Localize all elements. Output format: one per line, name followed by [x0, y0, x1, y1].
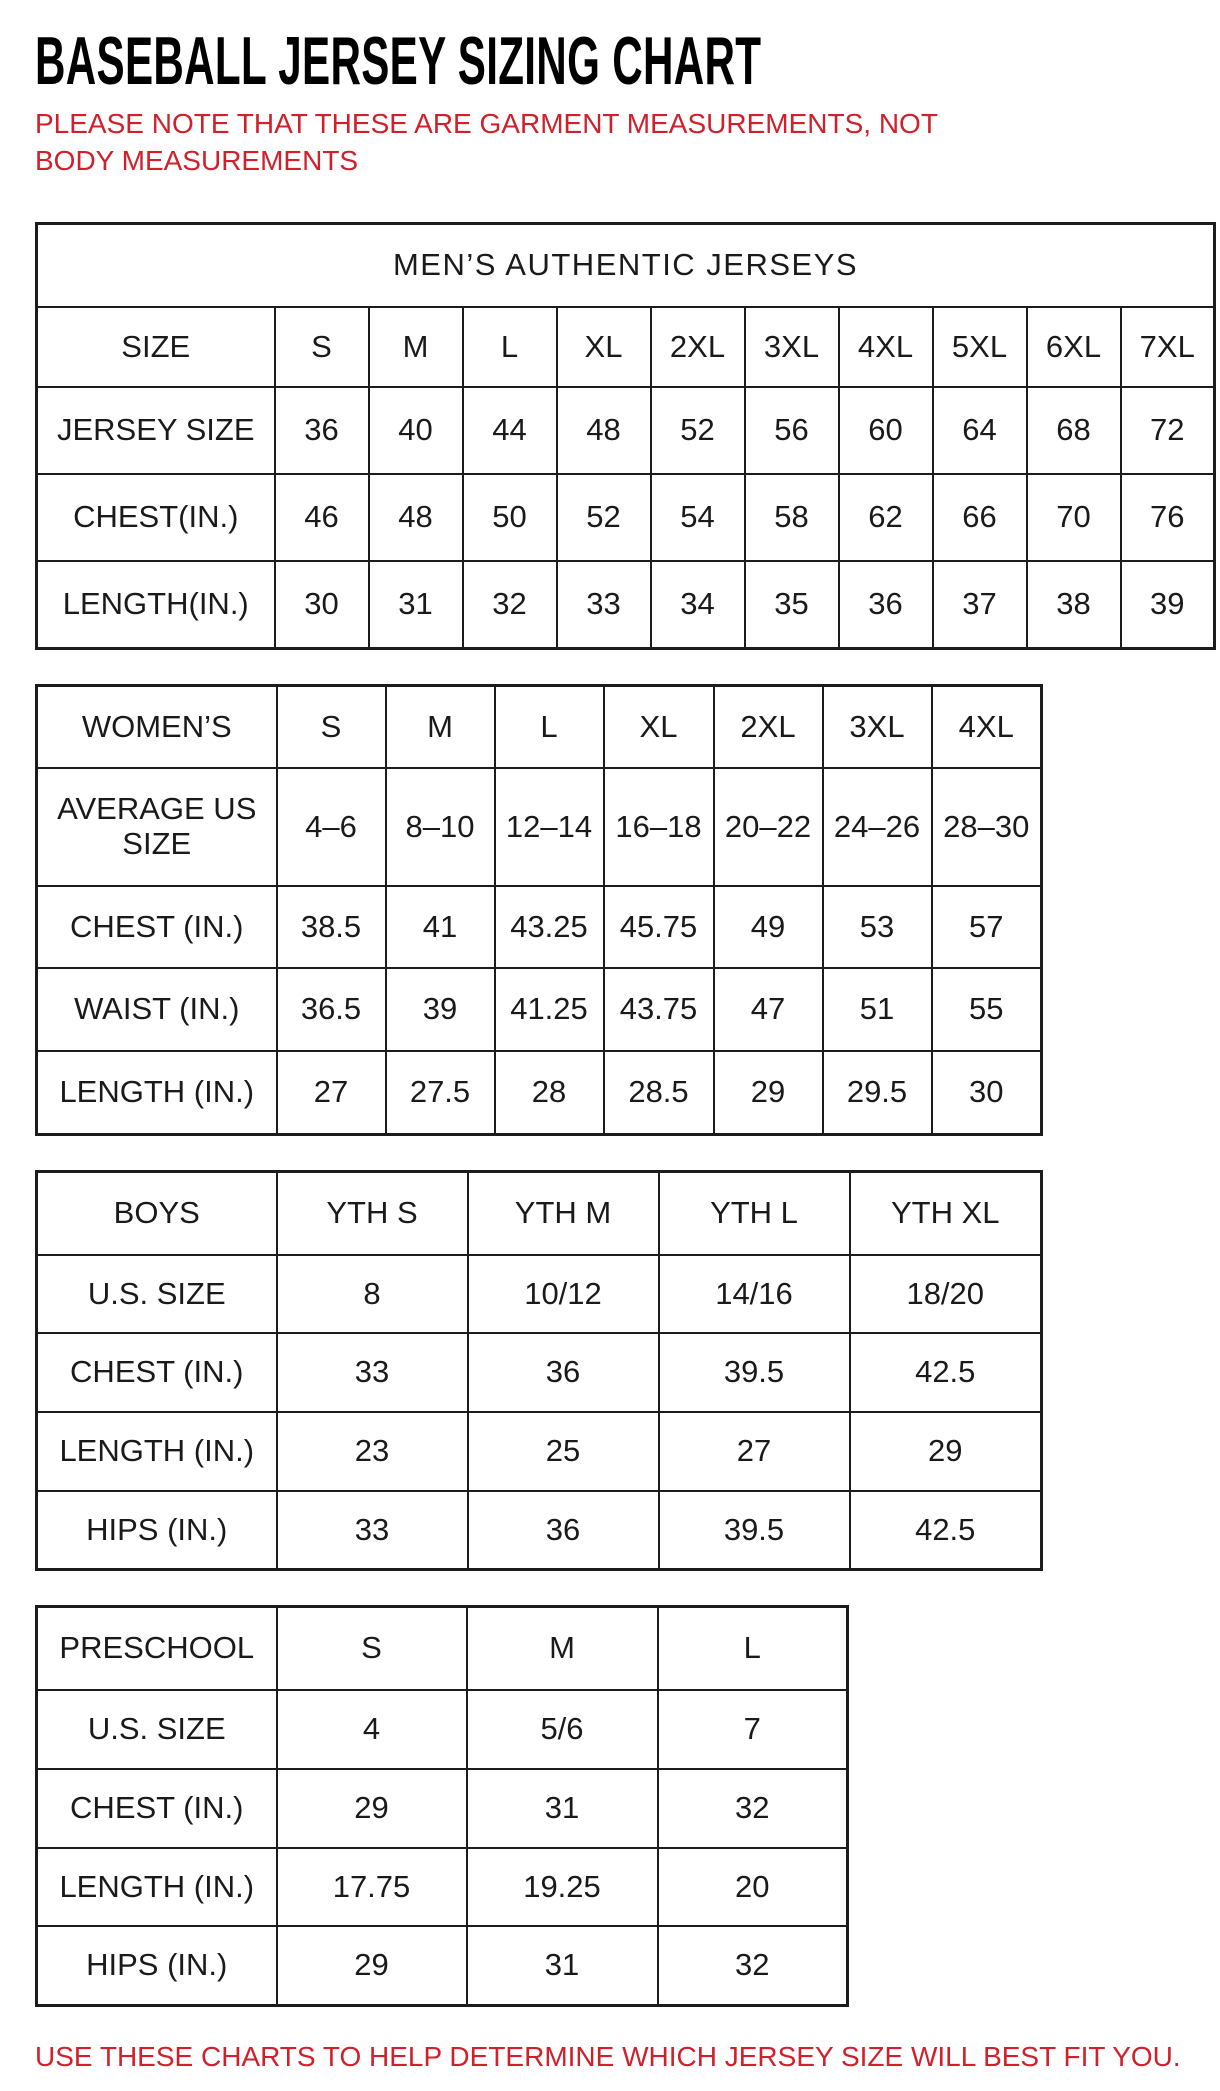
womens-header-row: [37, 685, 1042, 768]
value-cell: 44: [463, 387, 557, 474]
value-cell: 58: [745, 474, 839, 561]
row-label-cell: JERSEY SIZE: [37, 387, 275, 474]
row-label-cell: CHEST (IN.): [37, 1769, 277, 1848]
preschool-chest-row: [37, 1769, 848, 1848]
preschool-table: [35, 1605, 849, 2007]
value-cell: 49: [714, 886, 823, 969]
value-cell: 17.75: [277, 1848, 467, 1927]
value-cell: 57: [932, 886, 1042, 969]
row-label-cell: U.S. SIZE: [37, 1255, 277, 1334]
value-cell: 76: [1121, 474, 1215, 561]
garment-note-text: PLEASE NOTE THAT THESE ARE GARMENT MEASUREMENTS, NOT BODY MEASUREMENTS: [35, 108, 938, 176]
value-cell: 32: [658, 1926, 848, 2005]
size-header-cell: 6XL: [1027, 307, 1121, 388]
size-header-cell: YTH S: [277, 1171, 468, 1254]
value-cell: 36.5: [277, 968, 386, 1051]
value-cell: 55: [932, 968, 1042, 1051]
size-header-cell: L: [495, 685, 604, 768]
footer-note-text: USE THESE CHARTS TO HELP DETERMINE WHICH JERSEY SIZE WILL BEST FIT YOU.: [35, 2041, 1181, 2072]
size-header-cell: XL: [604, 685, 714, 768]
size-header-cell: YTH M: [468, 1171, 659, 1254]
size-header-cell: L: [658, 1607, 848, 1690]
value-cell: 27.5: [386, 1051, 495, 1134]
value-cell: 42.5: [850, 1491, 1042, 1570]
row-label-cell: CHEST(IN.): [37, 474, 275, 561]
value-cell: 32: [658, 1769, 848, 1848]
value-cell: 41.25: [495, 968, 604, 1051]
boys-header-row: [37, 1171, 1042, 1254]
row-label-cell: LENGTH (IN.): [37, 1051, 277, 1134]
size-header-cell: 4XL: [839, 307, 933, 388]
value-cell: 43.75: [604, 968, 714, 1051]
boys-length-row: [37, 1412, 1042, 1491]
value-cell: 36: [468, 1491, 659, 1570]
row-label-cell: HIPS (IN.): [37, 1491, 277, 1570]
table-title-cell: BOYS: [37, 1171, 277, 1254]
womens-us-size-row: [37, 768, 1042, 885]
size-header-cell: S: [277, 1607, 467, 1690]
value-cell: 36: [275, 387, 369, 474]
value-cell: 4: [277, 1690, 467, 1769]
table-title-cell: PRESCHOOL: [37, 1607, 277, 1690]
row-label-cell: SIZE: [37, 307, 275, 388]
value-cell: 42.5: [850, 1333, 1042, 1412]
value-cell: 24–26: [823, 768, 932, 885]
value-cell: 53: [823, 886, 932, 969]
size-header-cell: 2XL: [651, 307, 745, 388]
value-cell: 70: [1027, 474, 1121, 561]
value-cell: 36: [468, 1333, 659, 1412]
size-header-cell: 3XL: [823, 685, 932, 768]
mens-banner: MEN’S AUTHENTIC JERSEYS: [37, 223, 1215, 306]
size-header-cell: YTH L: [659, 1171, 850, 1254]
row-label-cell: CHEST (IN.): [37, 886, 277, 969]
value-cell: 5/6: [467, 1690, 658, 1769]
size-header-cell: S: [277, 685, 386, 768]
size-header-cell: M: [386, 685, 495, 768]
row-label-cell: AVERAGE US SIZE: [37, 768, 277, 885]
value-cell: 56: [745, 387, 839, 474]
size-header-cell: S: [275, 307, 369, 388]
value-cell: 47: [714, 968, 823, 1051]
row-label-cell: LENGTH (IN.): [37, 1848, 277, 1927]
row-label-cell: LENGTH (IN.): [37, 1412, 277, 1491]
value-cell: 39: [386, 968, 495, 1051]
value-cell: 14/16: [659, 1255, 850, 1334]
row-label-cell: WAIST (IN.): [37, 968, 277, 1051]
size-header-cell: 3XL: [745, 307, 839, 388]
preschool-us-size-row: [37, 1690, 848, 1769]
value-cell: 8: [277, 1255, 468, 1334]
size-header-cell: 2XL: [714, 685, 823, 768]
value-cell: 31: [467, 1926, 658, 2005]
value-cell: 39: [1121, 561, 1215, 648]
value-cell: 19.25: [467, 1848, 658, 1927]
value-cell: 20: [658, 1848, 848, 1927]
mens-size-header-row: [37, 307, 1215, 388]
womens-waist-row: [37, 968, 1042, 1051]
size-header-cell: 4XL: [932, 685, 1042, 768]
value-cell: 38.5: [277, 886, 386, 969]
size-header-cell: 7XL: [1121, 307, 1215, 388]
value-cell: 60: [839, 387, 933, 474]
preschool-header-row: [37, 1607, 848, 1690]
value-cell: 33: [277, 1491, 468, 1570]
value-cell: 10/12: [468, 1255, 659, 1334]
value-cell: 27: [659, 1412, 850, 1491]
value-cell: 28: [495, 1051, 604, 1134]
size-header-cell: L: [463, 307, 557, 388]
value-cell: 64: [933, 387, 1027, 474]
value-cell: 33: [277, 1333, 468, 1412]
value-cell: 28–30: [932, 768, 1042, 885]
page-title: [35, 22, 1215, 99]
mens-jersey-size-row: [37, 387, 1215, 474]
value-cell: 50: [463, 474, 557, 561]
mens-table: [35, 222, 1216, 650]
value-cell: 48: [369, 474, 463, 561]
row-label-cell: U.S. SIZE: [37, 1690, 277, 1769]
boys-us-size-row: [37, 1255, 1042, 1334]
mens-banner-row: [37, 223, 1215, 306]
value-cell: 29.5: [823, 1051, 932, 1134]
value-cell: 30: [932, 1051, 1042, 1134]
size-header-cell: 5XL: [933, 307, 1027, 388]
value-cell: 23: [277, 1412, 468, 1491]
value-cell: 29: [714, 1051, 823, 1134]
value-cell: 20–22: [714, 768, 823, 885]
table-title-cell: WOMEN’S: [37, 685, 277, 768]
value-cell: 36: [839, 561, 933, 648]
row-label-cell: HIPS (IN.): [37, 1926, 277, 2005]
value-cell: 51: [823, 968, 932, 1051]
value-cell: 37: [933, 561, 1027, 648]
value-cell: 28.5: [604, 1051, 714, 1134]
value-cell: 32: [463, 561, 557, 648]
value-cell: 46: [275, 474, 369, 561]
mens-length-row: [37, 561, 1215, 648]
value-cell: 38: [1027, 561, 1121, 648]
value-cell: 29: [850, 1412, 1042, 1491]
value-cell: 43.25: [495, 886, 604, 969]
value-cell: 12–14: [495, 768, 604, 885]
value-cell: 72: [1121, 387, 1215, 474]
value-cell: 8–10: [386, 768, 495, 885]
womens-chest-row: [37, 886, 1042, 969]
value-cell: 25: [468, 1412, 659, 1491]
womens-table: [35, 684, 1043, 1136]
boys-chest-row: [37, 1333, 1042, 1412]
value-cell: 40: [369, 387, 463, 474]
value-cell: 31: [467, 1769, 658, 1848]
boys-table: [35, 1170, 1043, 1572]
row-label-cell: LENGTH(IN.): [37, 561, 275, 648]
preschool-length-row: [37, 1848, 848, 1927]
womens-length-row: [37, 1051, 1042, 1134]
value-cell: 27: [277, 1051, 386, 1134]
mens-chest-row: [37, 474, 1215, 561]
page-title-text: BASEBALL JERSEY SIZING CHART: [35, 23, 762, 99]
value-cell: 62: [839, 474, 933, 561]
size-header-cell: XL: [557, 307, 651, 388]
value-cell: 54: [651, 474, 745, 561]
value-cell: 30: [275, 561, 369, 648]
value-cell: 4–6: [277, 768, 386, 885]
value-cell: 39.5: [659, 1491, 850, 1570]
value-cell: 45.75: [604, 886, 714, 969]
value-cell: 68: [1027, 387, 1121, 474]
size-header-cell: YTH XL: [850, 1171, 1042, 1254]
value-cell: 48: [557, 387, 651, 474]
preschool-hips-row: [37, 1926, 848, 2005]
boys-hips-row: [37, 1491, 1042, 1570]
value-cell: 35: [745, 561, 839, 648]
value-cell: 31: [369, 561, 463, 648]
value-cell: 33: [557, 561, 651, 648]
value-cell: 52: [651, 387, 745, 474]
value-cell: 16–18: [604, 768, 714, 885]
value-cell: 7: [658, 1690, 848, 1769]
row-label-cell: CHEST (IN.): [37, 1333, 277, 1412]
value-cell: 34: [651, 561, 745, 648]
value-cell: 18/20: [850, 1255, 1042, 1334]
value-cell: 39.5: [659, 1333, 850, 1412]
value-cell: 41: [386, 886, 495, 969]
size-header-cell: M: [369, 307, 463, 388]
value-cell: 29: [277, 1769, 467, 1848]
value-cell: 29: [277, 1926, 467, 2005]
size-header-cell: M: [467, 1607, 658, 1690]
value-cell: 52: [557, 474, 651, 561]
value-cell: 66: [933, 474, 1027, 561]
